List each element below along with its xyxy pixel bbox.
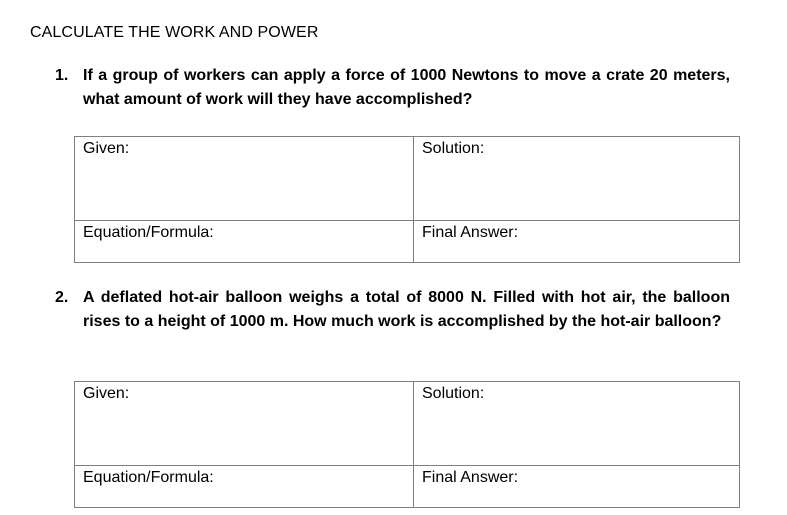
equation-label: Equation/Formula: — [83, 224, 214, 241]
given-cell[interactable] — [75, 382, 414, 466]
equation-cell[interactable] — [75, 221, 414, 263]
question-text: A deflated hot-air balloon weighs a total of 8000 N. Filled with hot air, the balloon rises to a height of 1000 m. How much work is accomplished by the hot-air balloon? — [83, 289, 730, 330]
solution-label: Solution: — [422, 140, 485, 157]
question-number: 2. — [55, 289, 69, 306]
given-label: Given: — [83, 385, 130, 402]
question-number: 1. — [55, 67, 69, 84]
solution-cell[interactable] — [414, 137, 740, 221]
question-text: If a group of workers can apply a force of 1000 Newtons to move a crate 20 meters, what amount of work will they have accomplished? — [83, 67, 730, 108]
answer-table-2 — [74, 381, 740, 508]
solution-label: Solution: — [422, 385, 485, 402]
final-answer-label: Final Answer: — [422, 224, 519, 241]
answer-table-1 — [74, 136, 740, 263]
question-2 — [55, 286, 730, 334]
final-answer-label: Final Answer: — [422, 469, 519, 486]
question-1 — [55, 64, 730, 112]
worksheet-title: CALCULATE THE WORK AND POWER — [30, 24, 319, 41]
given-cell[interactable] — [75, 137, 414, 221]
final-answer-cell[interactable] — [414, 221, 740, 263]
equation-cell[interactable] — [75, 466, 414, 508]
given-label: Given: — [83, 140, 130, 157]
final-answer-cell[interactable] — [414, 466, 740, 508]
equation-label: Equation/Formula: — [83, 469, 214, 486]
solution-cell[interactable] — [414, 382, 740, 466]
